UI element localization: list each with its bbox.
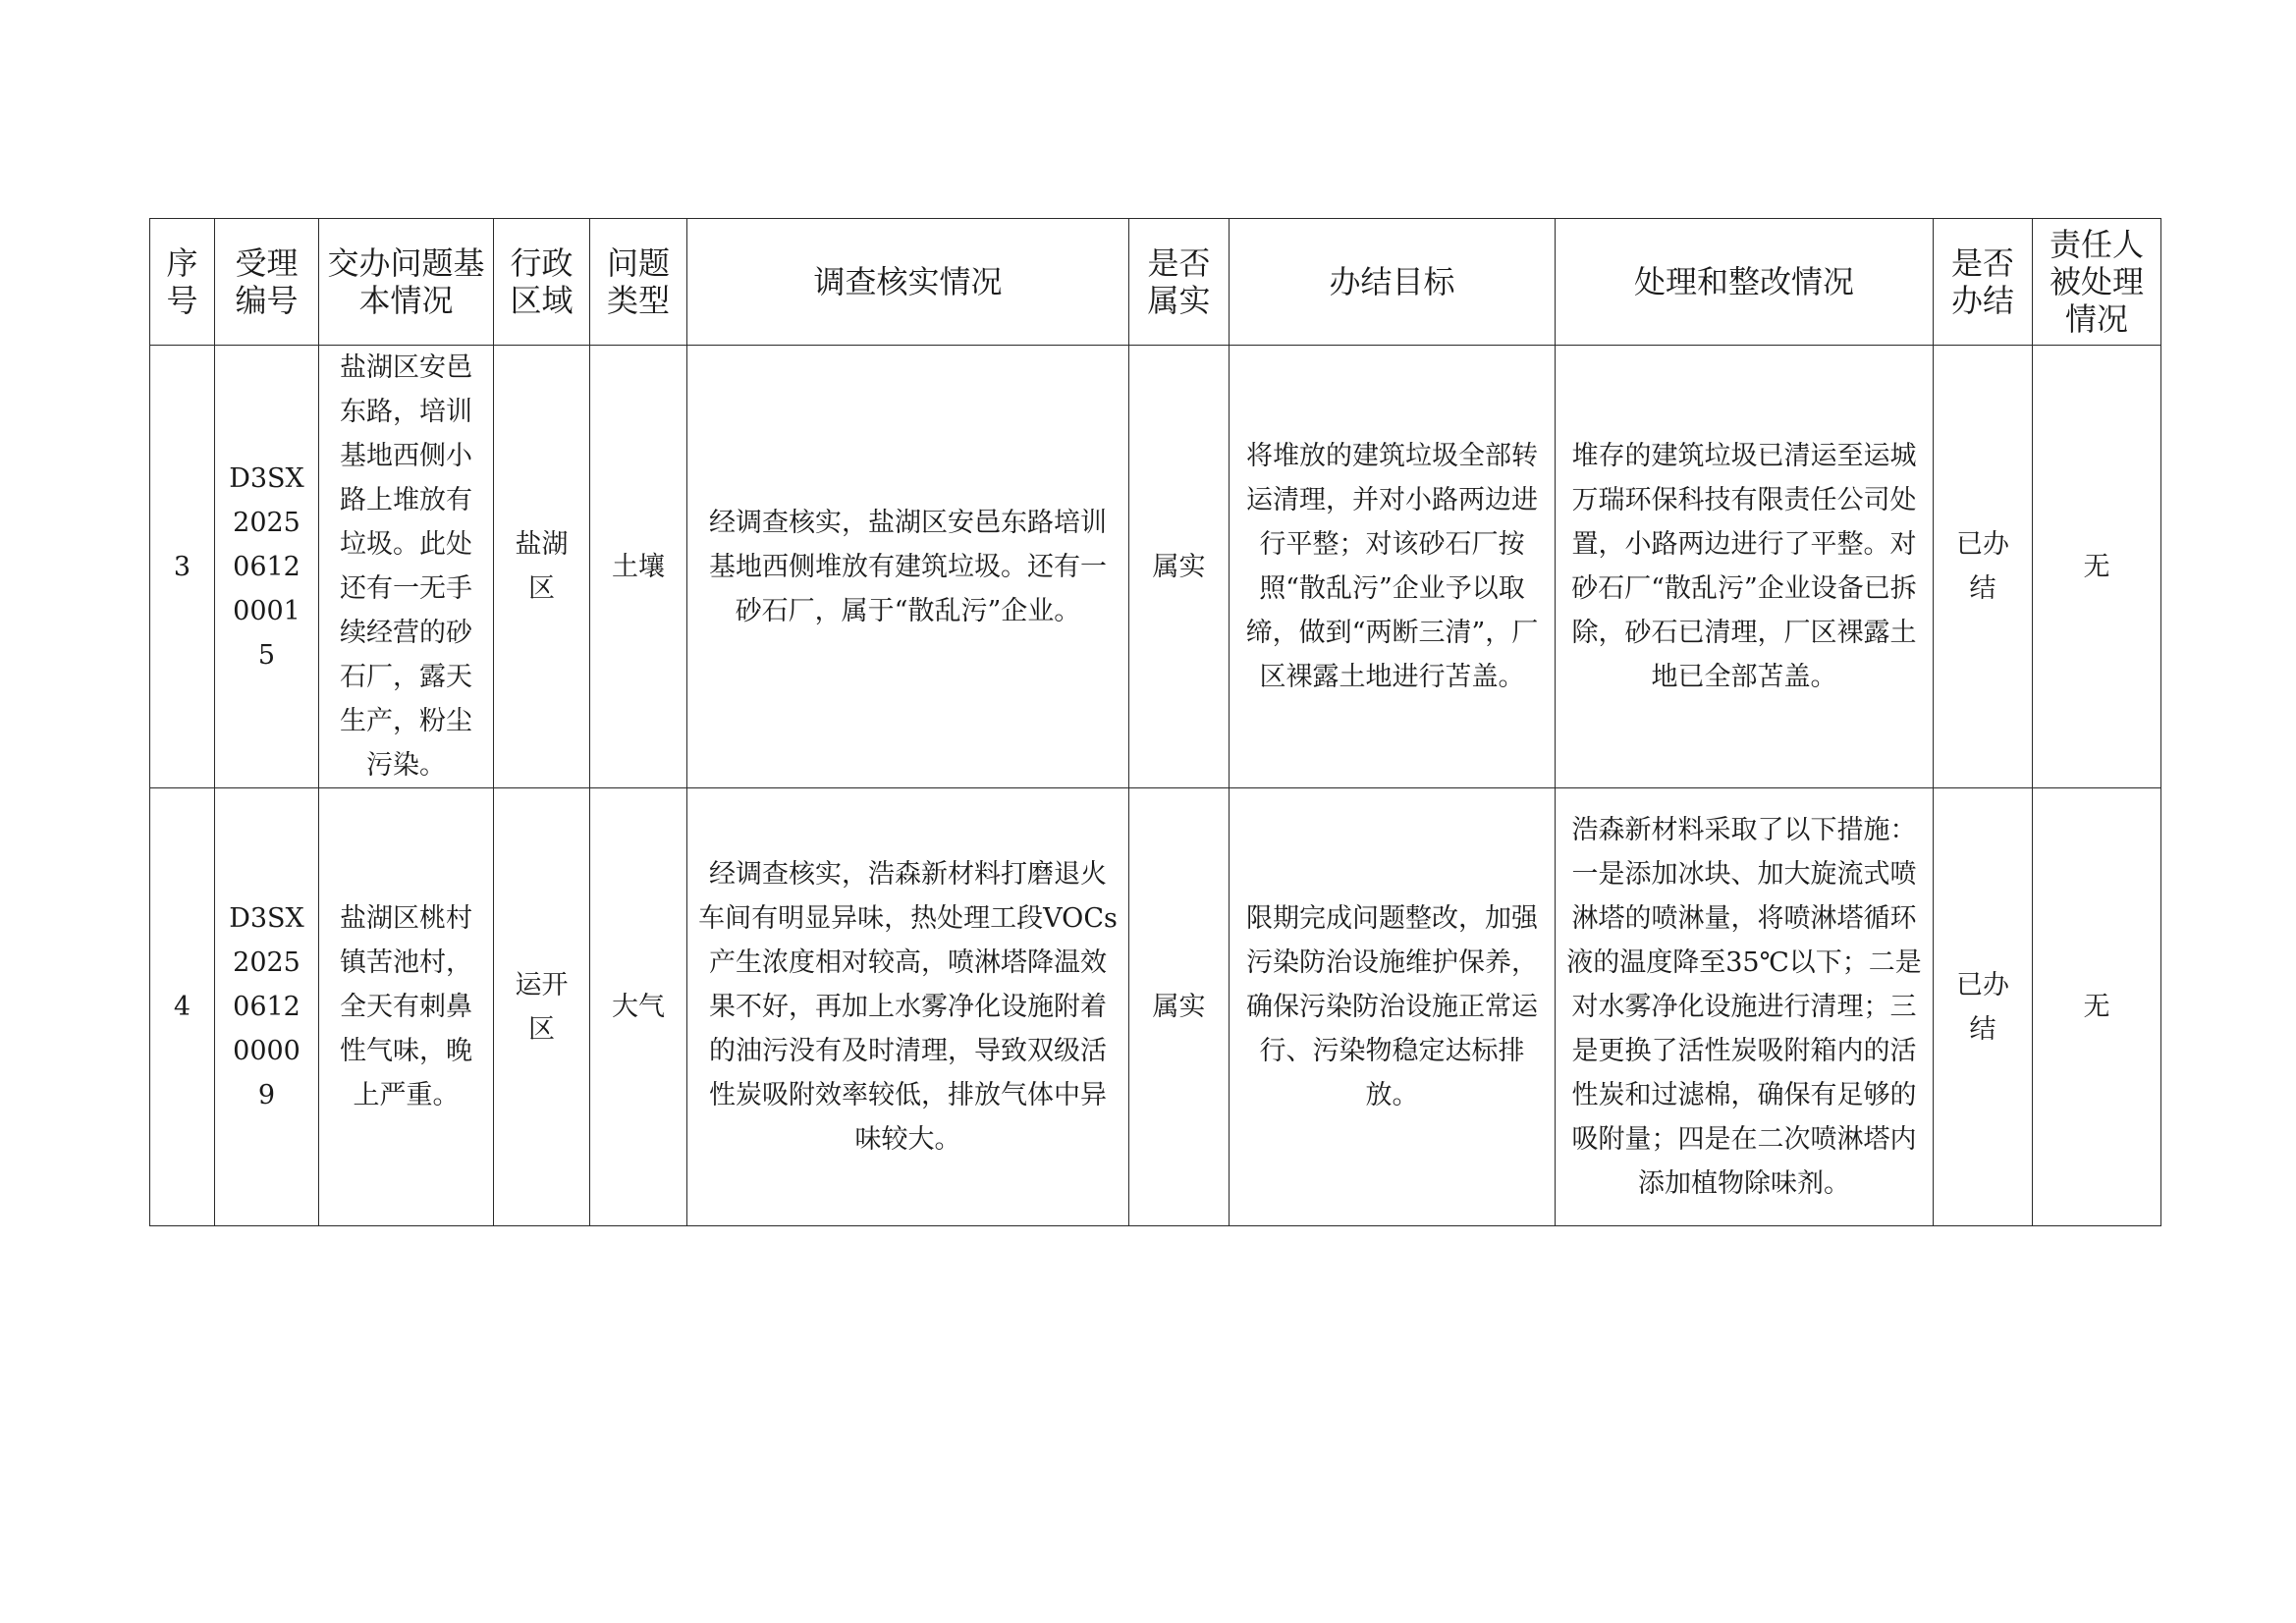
header-investigation: 调查核实情况 [687, 219, 1129, 346]
header-case-no: 受理编号 [215, 219, 319, 346]
cell-case-no: D3SX2025061200009 [215, 788, 319, 1226]
cell-goal: 限期完成问题整改，加强污染防治设施维护保养，确保污染防治设施正常运行、污染物稳定达标排放。 [1230, 788, 1556, 1226]
cell-case-no: D3SX2025061200015 [215, 346, 319, 788]
cell-type: 土壤 [590, 346, 687, 788]
table-row [150, 346, 2161, 788]
header-row [150, 219, 2161, 346]
cell-accountability: 无 [2033, 788, 2161, 1226]
header-closed: 是否办结 [1934, 219, 2033, 346]
header-type: 问题类型 [590, 219, 687, 346]
cell-closed: 已办结 [1934, 346, 2033, 788]
table-row [150, 788, 2161, 1226]
cell-seq: 3 [150, 346, 215, 788]
cell-seq: 4 [150, 788, 215, 1226]
header-accountability: 责任人被处理情况 [2033, 219, 2161, 346]
header-seq: 序号 [150, 219, 215, 346]
cell-district: 运开区 [494, 788, 590, 1226]
header-district: 行政区域 [494, 219, 590, 346]
cell-district: 盐湖区 [494, 346, 590, 788]
header-goal: 办结目标 [1230, 219, 1556, 346]
cell-problem: 盐湖区安邑东路，培训基地西侧小路上堆放有垃圾。此处还有一无手续经营的砂石厂，露天生产，粉尘污染。 [319, 346, 494, 788]
cell-type: 大气 [590, 788, 687, 1226]
cell-closed: 已办结 [1934, 788, 2033, 1226]
report-table [149, 218, 2161, 1226]
cell-accountability: 无 [2033, 346, 2161, 788]
cell-problem: 盐湖区桃村镇苦池村，全天有刺鼻性气味，晚上严重。 [319, 788, 494, 1226]
cell-investigation: 经调查核实，盐湖区安邑东路培训基地西侧堆放有建筑垃圾。还有一砂石厂，属于“散乱污”企业。 [687, 346, 1129, 788]
cell-handling: 浩森新材料采取了以下措施：一是添加冰块、加大旋流式喷淋塔的喷淋量，将喷淋塔循环液的温度降至35℃以下；二是对水雾净化设施进行清理；三是更换了活性炭吸附箱内的活性炭和过滤棉，确保有足够的吸附量；四是在二次喷淋塔内添加植物除味剂。 [1556, 788, 1934, 1226]
header-problem: 交办问题基本情况 [319, 219, 494, 346]
cell-verified: 属实 [1129, 788, 1230, 1226]
header-handling: 处理和整改情况 [1556, 219, 1934, 346]
cell-goal: 将堆放的建筑垃圾全部转运清理，并对小路两边进行平整；对该砂石厂按照“散乱污”企业予以取缔，做到“两断三清”，厂区裸露土地进行苫盖。 [1230, 346, 1556, 788]
cell-investigation: 经调查核实，浩森新材料打磨退火车间有明显异味，热处理工段VOCs产生浓度相对较高，喷淋塔降温效果不好，再加上水雾净化设施附着的油污没有及时清理，导致双级活性炭吸附效率较低，排放气体中异味较大。 [687, 788, 1129, 1226]
header-verified: 是否属实 [1129, 219, 1230, 346]
cell-handling: 堆存的建筑垃圾已清运至运城万瑞环保科技有限责任公司处置，小路两边进行了平整。对砂石厂“散乱污”企业设备已拆除，砂石已清理，厂区裸露土地已全部苫盖。 [1556, 346, 1934, 788]
cell-verified: 属实 [1129, 346, 1230, 788]
